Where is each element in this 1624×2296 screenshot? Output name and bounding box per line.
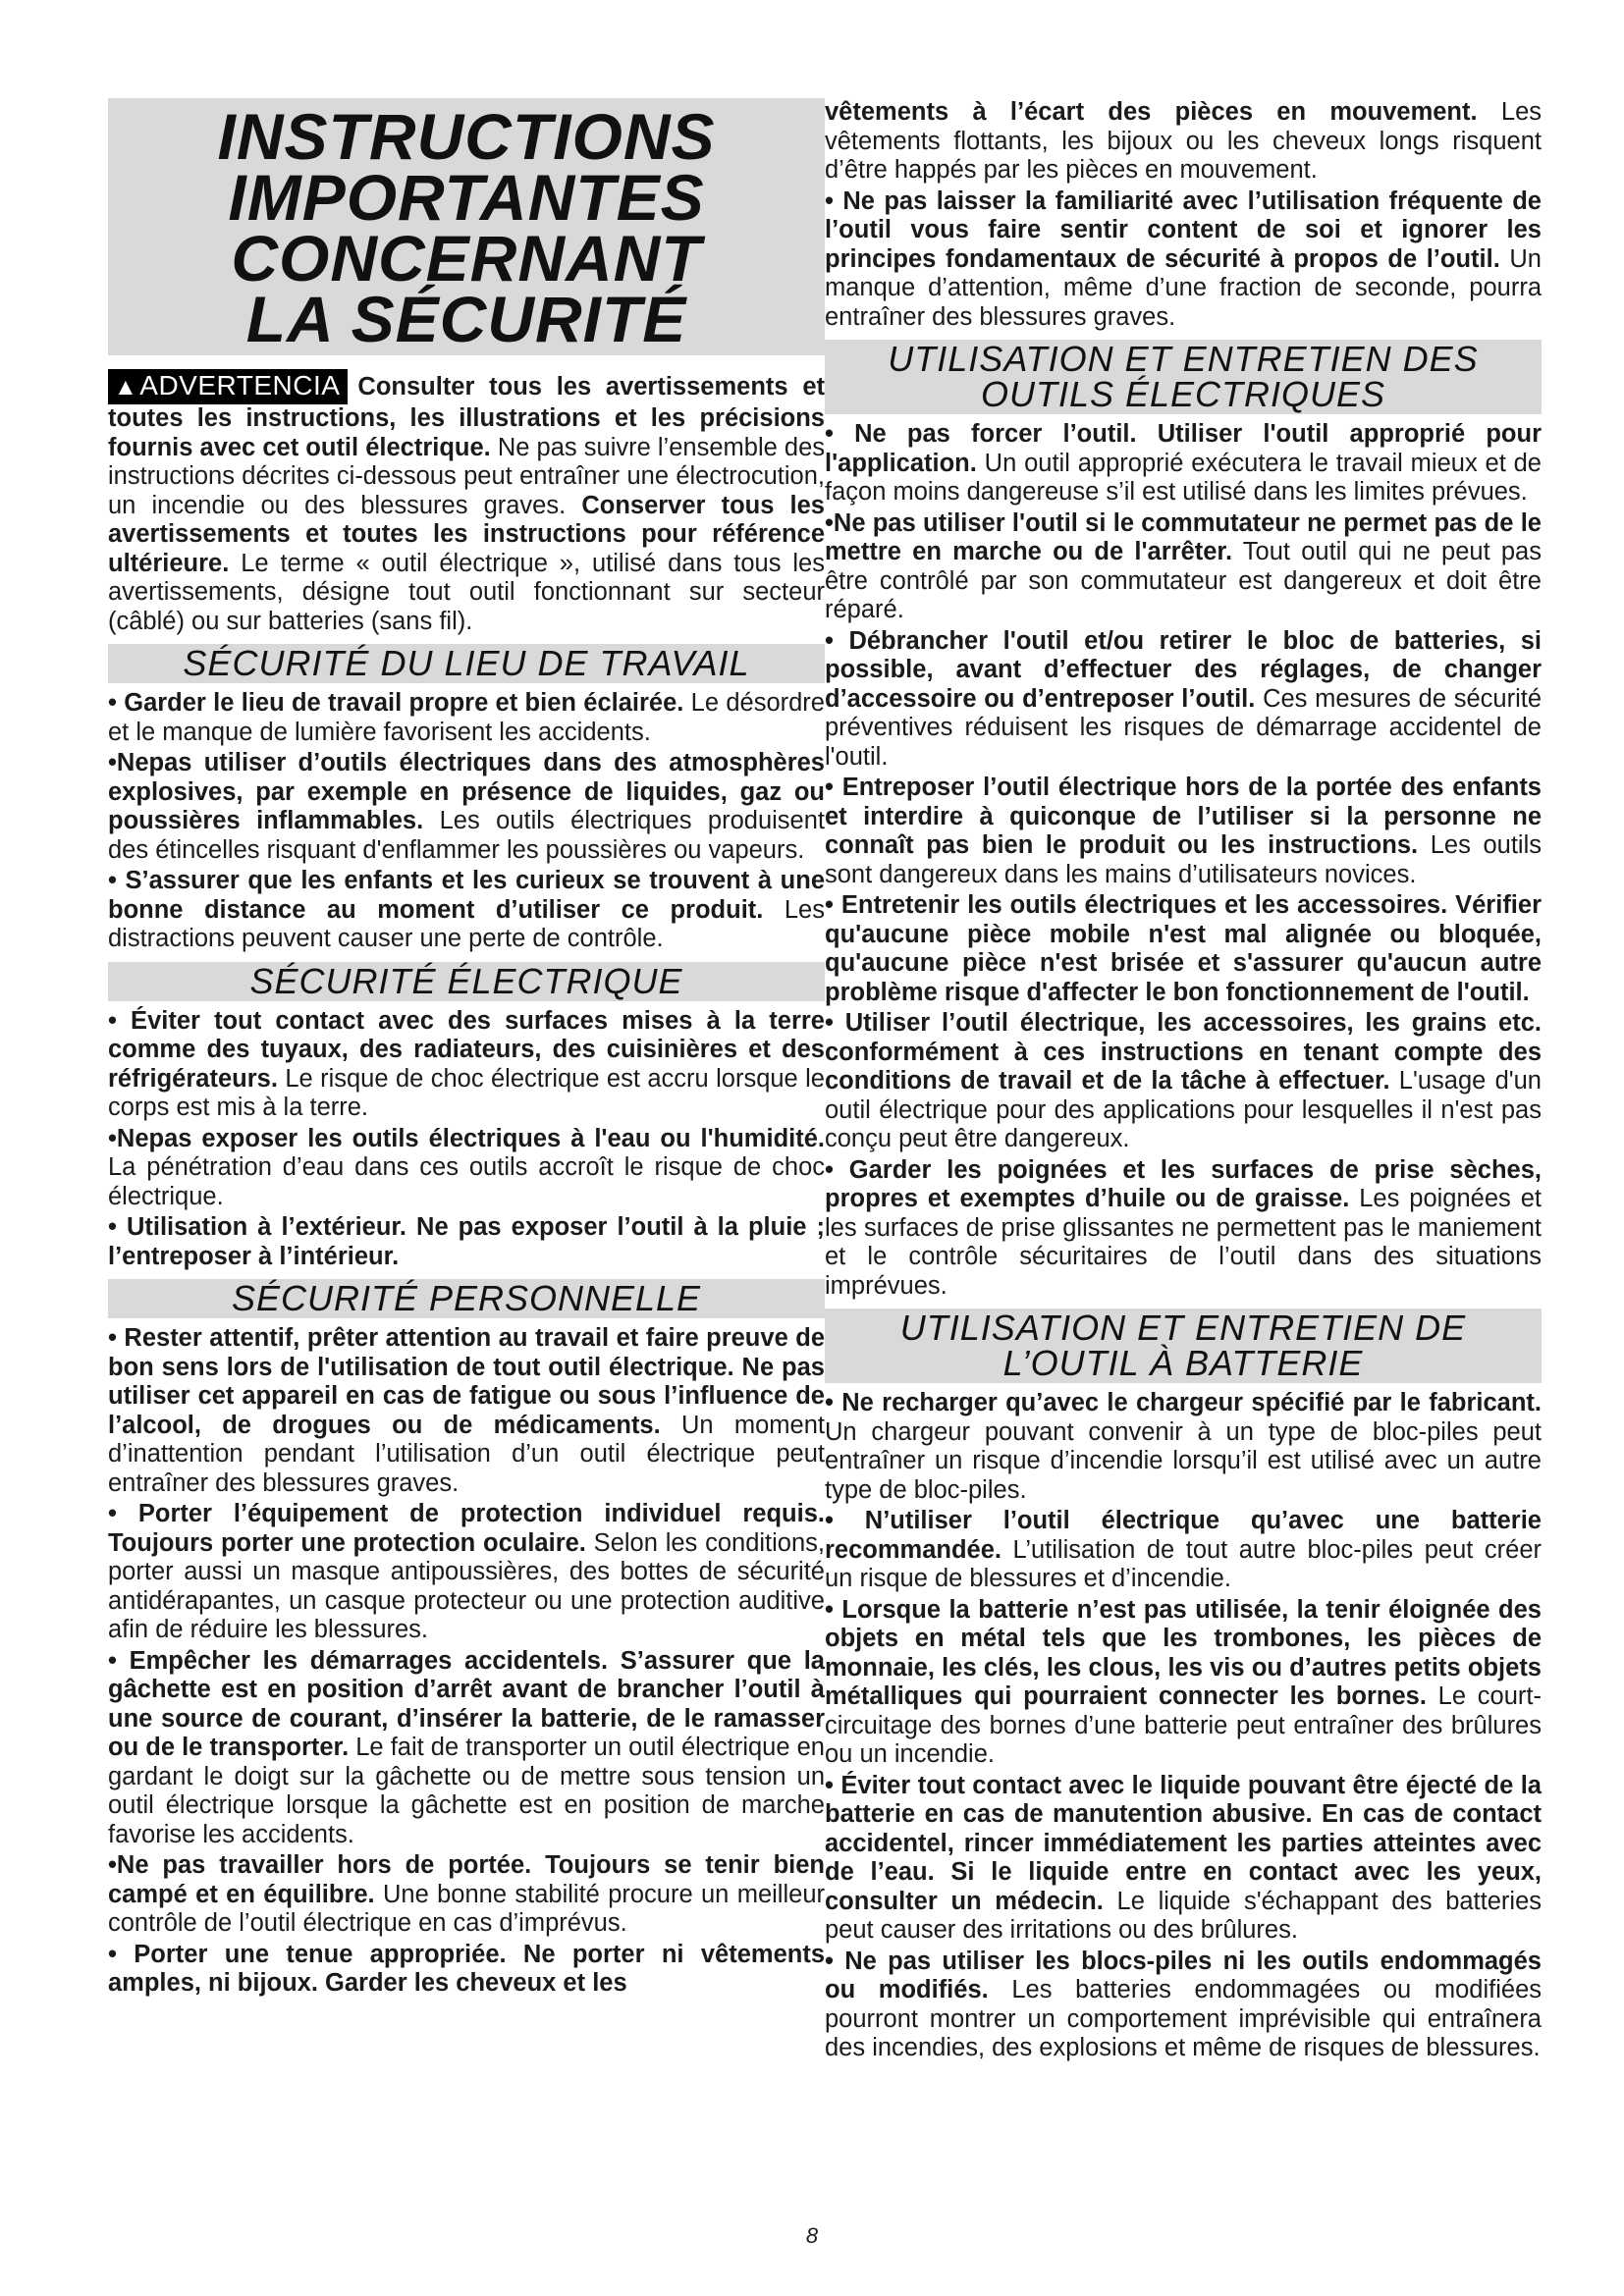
list-item <box>108 1647 825 1850</box>
item-text: Un moment d’inattention pendant l’utilisation d’un outil électrique peut entraîner des blessures graves. <box>108 1411 825 1497</box>
left-column <box>108 98 825 2001</box>
item-text: L’utilisation de tout autre bloc-piles peut créer un risque de blessures et d’incendie. <box>825 1535 1542 1592</box>
item-text: Selon les conditions, porter aussi un masque antipoussières, des bottes de sécurité antidérapantes, un casque protecteur ou une protection auditive afin de réduire les blessures. <box>108 1528 825 1643</box>
item-text: Le désordre et le manque de lumière favorisent les accidents. <box>108 689 825 746</box>
item-bold: • Ne recharger qu’avec le chargeur spécifié par le fabricant. <box>825 1389 1542 1416</box>
list-item <box>108 1007 825 1123</box>
item-text: Le risque de choc électrique est accru lorsque le corps est mis à la terre. <box>108 1064 825 1121</box>
right-column <box>825 98 1542 2065</box>
warning-badge-label: ADVERTENCIA <box>139 370 341 400</box>
item-text: Le fait de transporter un outil électrique en gardant le doigt sur la gâchette ou de mettre sous tension un outil électrique lorsque la gâchette est en position de marche favorise les accidents. <box>108 1734 825 1848</box>
list-item <box>825 1948 1542 2063</box>
list-item <box>825 891 1542 1007</box>
section-heading <box>825 1308 1542 1383</box>
list-item <box>825 627 1542 773</box>
item-bold: • Ne pas utiliser les blocs-piles ni les outils endommagés ou modifiés. <box>825 1947 1542 2003</box>
list-item <box>825 509 1542 625</box>
item-text: Les outils électriques produisent des étincelles risquant d'enflammer les poussières ou vapeurs. <box>108 807 825 864</box>
item-bold: • Empêcher les démarrages accidentels. S’assurer que la gâchette est en position d’arrêt avant de brancher l’outil à une source de courant, d’insérer la batterie, de le ramasser ou de le transporter. <box>108 1646 825 1761</box>
item-bold: • Entretenir les outils électriques et les accessoires. Vérifier qu'aucune pièce mobile n'est mal alignée ou bloquée, qu'aucune pièce n'est brisée et s'assurer qu'aucun autre problème risque d'affecter le bon fonctionnement de l'outil. <box>825 891 1542 1006</box>
list-item <box>825 1389 1542 1505</box>
item-bold: •Ne pas travailler hors de portée. Toujours se tenir bien campé et en équilibre. <box>108 1851 825 1908</box>
item-bold: • Utiliser l’outil électrique, les accessoires, les grains etc. conformément à ces instructions en tenant compte des conditions de travail et de la tâche à effectuer. <box>825 1009 1542 1095</box>
list-item <box>108 1324 825 1498</box>
warning-text: Ne pas suivre l’ensemble des instructions décrites ci-dessous peut entraîner une électrocution, un incendie ou des blessures graves. <box>108 433 826 519</box>
list-item <box>825 1009 1542 1154</box>
item-text: L'usage d'un outil électrique pour des applications pour lesquelles il n'est pas conçu peut être dangereux. <box>825 1067 1542 1152</box>
section-heading-text: SÉCURITÉ PERSONNELLE <box>231 1278 702 1318</box>
item-bold: • Garder les poignées et les surfaces de prise sèches, propres et exemptes d’huile ou de graisse. <box>825 1155 1542 1212</box>
item-bold: • Porter une tenue appropriée. Ne porter ni vêtements amples, ni bijoux. Garder les cheveux et les <box>108 1940 825 1997</box>
item-bold: • Éviter tout contact avec des surfaces mises à la terre comme des tuyaux, des radiateurs, des cuisinières et des réfrigérateurs. <box>108 1006 825 1093</box>
item-text: Un chargeur pouvant convenir à un type de bloc-piles peut entraîner un risque d’incendie lorsqu’il est utilisé avec un autre type de bloc-piles. <box>825 1417 1542 1504</box>
section-heading-text: OUTILS ÉLECTRIQUES <box>980 374 1386 414</box>
list-item <box>108 1851 825 1939</box>
item-text: La pénétration d’eau dans ces outils accroît le risque de choc électrique. <box>108 1153 825 1210</box>
list-item <box>825 420 1542 507</box>
list-item <box>108 689 825 747</box>
title-line: INSTRUCTIONS <box>217 100 716 173</box>
list-item <box>108 1213 825 1271</box>
item-text: Les distractions peuvent causer une perte de contrôle. <box>108 895 825 952</box>
item-text: Ces mesures de sécurité préventives réduisent les risques de démarrage accidentel de l'outil. <box>825 684 1543 771</box>
list-item <box>825 1507 1542 1594</box>
item-bold: •Nepas exposer les outils électriques à l'eau ou l'humidité. <box>108 1124 825 1152</box>
warning-paragraph <box>108 369 825 636</box>
item-bold: • Garder le lieu de travail propre et bien éclairée. <box>108 689 684 717</box>
item-bold: •Nepas utiliser d’outils électriques dans des atmosphères explosives, par exemple en présence de liquides, gaz ou poussières inflammables. <box>108 749 825 834</box>
item-text: Tout outil qui ne peut pas être contrôlé par son commutateur est dangereux et doit être réparé. <box>825 538 1542 623</box>
item-text: Une bonne stabilité procure un meilleur contrôle de l’outil électrique en cas d’imprévus. <box>108 1880 825 1937</box>
item-bold: vêtements à l’écart des pièces en mouvement. <box>825 98 1478 126</box>
item-bold: •Ne pas utiliser l'outil si le commutateur ne permet pas de le mettre en marche ou de l'arrêter. <box>825 508 1542 565</box>
main-title <box>108 98 825 355</box>
section-heading <box>108 1279 825 1318</box>
list-item <box>108 1941 825 1999</box>
item-bold: • Porter l’équipement de protection individuel requis. Toujours porter une protection oculaire. <box>108 1500 825 1557</box>
item-text: Les batteries endommagées ou modifiées pourront montrer un comportement imprévisible qui entraînera des incendies, des explosions et même de risques de blessures. <box>825 1976 1542 2061</box>
list-item <box>825 98 1542 186</box>
section-heading <box>108 962 825 1001</box>
section-heading <box>108 644 825 683</box>
section-heading-text: SÉCURITÉ ÉLECTRIQUE <box>249 960 683 1001</box>
item-text: Un manque d’attention, même d’une fraction de seconde, pourra entraîner des blessures graves. <box>825 244 1542 331</box>
title-line: LA SÉCURITÉ <box>245 283 687 355</box>
section-heading <box>825 340 1542 414</box>
list-item <box>825 187 1542 333</box>
item-text: Les poignées et les surfaces de prise glissantes ne permettent pas le maniement et le contrôle sécuritaires de l’outil dans des situations imprévues. <box>825 1185 1542 1300</box>
list-item <box>108 1500 825 1645</box>
title-line: IMPORTANTES <box>228 161 705 234</box>
section-heading-text: L’OUTIL À BATTERIE <box>1002 1343 1364 1383</box>
warning-triangle-icon: ▲ <box>114 374 138 400</box>
item-text: Le court-circuitage des bornes d’une batterie peut entraîner des brûlures ou un incendie. <box>825 1682 1542 1768</box>
item-bold: • Ne pas forcer l’outil. Utiliser l'outil approprié pour l'application. <box>825 420 1542 477</box>
item-bold: • Rester attentif, prêter attention au travail et faire preuve de bon sens lors de l'utilisation de tout outil électrique. Ne pas utiliser cet appareil en cas de fatigue ou sous l’influence de l’alcool, de drogues ou de médicaments. <box>108 1324 825 1439</box>
item-bold: • Lorsque la batterie n’est pas utilisée, la tenir éloignée des objets en métal tels que les trombones, les pièces de monnaie, les clés, les clous, les vis ou d’autres petits objets métalliques qui pourraient connecter les bornes. <box>825 1595 1542 1710</box>
item-bold: • Entreposer l’outil électrique hors de la portée des enfants et interdire à quiconque de l’utiliser si la personne ne connaît pas bien le produit ou les instructions. <box>825 774 1542 859</box>
list-item <box>108 1125 825 1212</box>
item-bold: • Débrancher l'outil et/ou retirer le bloc de batteries, si possible, avant d’effectuer des réglages, de changer d’accessoire ou d’entreposer l’outil. <box>825 626 1542 713</box>
item-bold: • Éviter tout contact avec le liquide pouvant être éjecté de la batterie en cas de manutention abusive. En cas de contact accidentel, rincer immédiatement les parties atteintes avec de l’eau. Si le liquide entre en contact avec les yeux, consulter un médecin. <box>825 1771 1542 1915</box>
item-bold: • S’assurer que les enfants et les curieux se trouvent à une bonne distance au moment d’utiliser ce produit. <box>108 867 825 924</box>
list-item <box>825 1156 1542 1302</box>
item-text: Les outils sont dangereux dans les mains d’utilisateurs novices. <box>825 831 1543 888</box>
warning-text: Le terme « outil électrique », utilisé dans tous les avertissements, désigne tout outil fonctionnant sur secteur (câblé) ou sur batteries (sans fil). <box>108 549 825 635</box>
item-bold: • N’utiliser l’outil électrique qu’avec une batterie recommandée. <box>825 1507 1542 1564</box>
item-text: Le liquide s'échappant des batteries peut causer des irritations ou des brûlures. <box>825 1887 1543 1944</box>
section-heading-text: SÉCURITÉ DU LIEU DE TRAVAIL <box>183 643 750 683</box>
warning-bold: Conserver tous les avertissements et toutes les instructions pour référence ultérieure. <box>108 491 825 577</box>
item-text: Un outil approprié exécutera le travail mieux et de façon moins dangereuse s’il est utilisé dans les limites prévues. <box>825 449 1542 506</box>
section-heading-text: UTILISATION ET ENTRETIEN DE <box>899 1308 1467 1348</box>
warning-bold: Consulter tous les avertissements et toutes les instructions, les illustrations et les précisions fournis avec cet outil électrique. <box>108 373 825 461</box>
section-heading-text: UTILISATION ET ENTRETIEN DES <box>888 339 1479 379</box>
item-text: Les vêtements flottants, les bijoux ou les cheveux longs risquent d’être happés par les pièces en mouvement. <box>825 98 1542 184</box>
list-item <box>825 1596 1542 1770</box>
title-line: CONCERNANT <box>231 222 702 294</box>
warning-badge <box>108 369 348 404</box>
list-item <box>108 867 825 954</box>
list-item <box>825 774 1542 889</box>
item-bold: • Utilisation à l’extérieur. Ne pas exposer l’outil à la pluie ; l’entreposer à l’intérieur. <box>108 1213 825 1270</box>
list-item <box>108 749 825 865</box>
page-number: 8 <box>805 2223 819 2248</box>
item-bold: • Ne pas laisser la familiarité avec l’utilisation fréquente de l’outil vous faire sentir content de soi et ignorer les principes fondamentaux de sécurité à propos de l’outil. <box>825 187 1542 273</box>
list-item <box>825 1772 1542 1946</box>
